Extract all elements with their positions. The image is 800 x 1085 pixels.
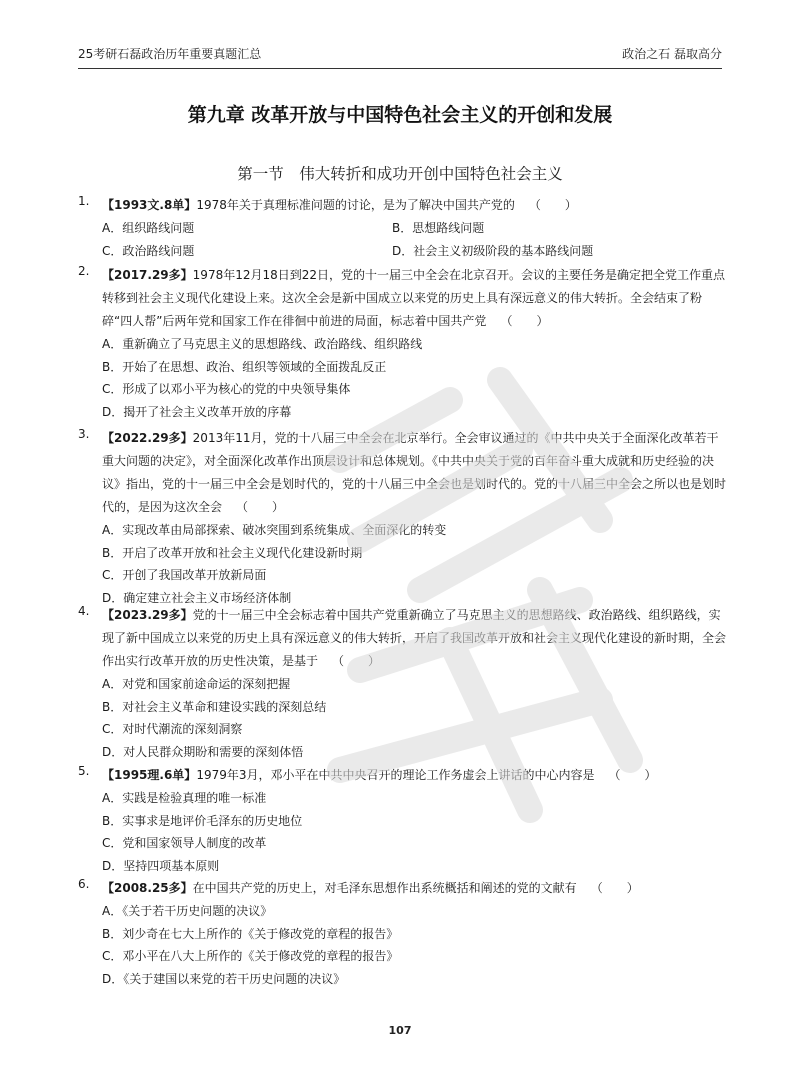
- question-source: 【1993文.8单】: [102, 198, 197, 212]
- question-4: [78, 604, 730, 763]
- chapter-title: 第九章 改革开放与中国特色社会主义的开创和发展: [187, 104, 613, 126]
- question-text: 1979年3月，邓小平在中共中央召开的理论工作务虚会上讲话的中心内容是: [196, 768, 595, 782]
- question-number: 3.: [78, 427, 90, 441]
- answer-blank: （ ）: [332, 654, 381, 668]
- answer-blank: （ ）: [528, 198, 577, 212]
- question-number: 4.: [78, 604, 90, 618]
- question-number: 2.: [78, 264, 90, 278]
- option-a: A．实现改革由局部探索、破冰突围到系统集成、全面深化的转变: [102, 523, 447, 537]
- option-b: B．实事求是地评价毛泽东的历史地位: [102, 813, 303, 828]
- option-c: C．对时代潮流的深刻洞察: [102, 722, 243, 736]
- question-text: 党的十一届三中全会标志着中国共产党重新确立了马克思主义的思想路线、政治路线、组织路线，实现了新中国成立以来党的历史上具有深远意义的伟大转折，开启了我国改革开放和社会主义现代化建设的新时期，全会作出实行改革开放的历史性决策，是基于: [102, 608, 727, 668]
- question-stem: [102, 764, 730, 787]
- header-right-text: 政治之石 磊取高分: [622, 47, 722, 61]
- option-a: A．实践是检验真理的唯一标准: [102, 791, 267, 805]
- question-1: [78, 194, 730, 262]
- question-6: [78, 877, 730, 990]
- question-source: 【2023.29多】: [102, 608, 193, 622]
- question-stem: [102, 194, 730, 217]
- option-b: B．刘少奇在七大上所作的《关于修改党的章程的报告》: [102, 926, 399, 941]
- option-c: C．开创了我国改革开放新局面: [102, 568, 267, 582]
- question-text: 2013年11月，党的十八届三中全会在北京举行。全会审议通过的《中共中央关于全面深化改革若干重大问题的决定》，对全面深化改革作出顶层设计和总体规划。《中共中央关于党的百年奋斗重大成就和历史经验的决议》指出，党的十一届三中全会是划时代的，党的十八届三中全会也是划时代的。党的十八届三中全会之所以也是划时代的，是因为这次全会: [102, 431, 727, 514]
- option-d: D．《关于建国以来党的若干历史问题的决议》: [102, 971, 346, 986]
- answer-blank: （ ）: [608, 768, 657, 782]
- question-stem: [102, 427, 730, 519]
- question-stem: [102, 604, 730, 673]
- option-d: D．社会主义初级阶段的基本路线问题: [392, 243, 594, 258]
- section-title: 第一节 伟大转折和成功开创中国特色社会主义: [237, 165, 563, 183]
- options-grid: [102, 217, 730, 262]
- question-stem: [102, 264, 730, 333]
- question-source: 【1995理.6单】: [102, 768, 197, 782]
- option-c: C．党和国家领导人制度的改革: [102, 836, 267, 850]
- answer-blank: （ ）: [500, 314, 549, 328]
- answer-blank: （ ）: [590, 881, 639, 895]
- question-number: 1.: [78, 194, 90, 208]
- option-d: D．揭开了社会主义改革开放的序幕: [102, 404, 292, 419]
- option-a: A．重新确立了马克思主义的思想路线、政治路线、组织路线: [102, 337, 423, 351]
- option-b: B．开启了改革开放和社会主义现代化建设新时期: [102, 545, 363, 560]
- option-b: B．思想路线问题: [392, 221, 485, 235]
- option-d: D．坚持四项基本原则: [102, 858, 220, 873]
- page-header: [78, 40, 722, 69]
- question-source: 【2017.29多】: [102, 268, 193, 282]
- question-source: 【2008.25多】: [102, 881, 193, 895]
- answer-blank: （ ）: [236, 500, 285, 514]
- option-a: A．《关于若干历史问题的决议》: [102, 904, 273, 918]
- option-d: D．确定建立社会主义市场经济体制: [102, 590, 292, 605]
- option-a: A．组织路线问题: [102, 221, 195, 235]
- option-c: C．形成了以邓小平为核心的党的中央领导集体: [102, 382, 351, 396]
- question-number: 6.: [78, 877, 90, 891]
- question-5: [78, 764, 730, 877]
- page-number: 107: [388, 1024, 412, 1037]
- question-number: 5.: [78, 764, 90, 778]
- question-text: 在中国共产党的历史上，对毛泽东思想作出系统概括和阐述的党的文献有: [192, 881, 577, 895]
- header-left-text: 25考研石磊政治历年重要真题汇总: [78, 47, 262, 61]
- question-stem: [102, 877, 730, 900]
- option-c: C．邓小平在八大上所作的《关于修改党的章程的报告》: [102, 949, 399, 963]
- option-c: C．政治路线问题: [102, 243, 195, 258]
- option-b: B．对社会主义革命和建设实践的深刻总结: [102, 699, 327, 714]
- option-a: A．对党和国家前途命运的深刻把握: [102, 677, 291, 691]
- question-source: 【2022.29多】: [102, 431, 193, 445]
- option-b: B．开始了在思想、政治、组织等领域的全面拨乱反正: [102, 359, 387, 374]
- question-text: 1978年12月18日到22日，党的十一届三中全会在北京召开。会议的主要任务是确定把全党工作重点转移到社会主义现代化建设上来。这次全会是新中国成立以来党的历史上具有深远意义的伟大转折。全会结束了粉碎“四人帮”后两年党和国家工作在徘徊中前进的局面，标志着中国共产党: [102, 268, 726, 328]
- option-d: D．对人民群众期盼和需要的深刻体悟: [102, 744, 304, 759]
- question-text: 1978年关于真理标准问题的讨论，是为了解决中国共产党的: [196, 198, 515, 212]
- question-2: [78, 264, 730, 423]
- question-3: [78, 427, 730, 609]
